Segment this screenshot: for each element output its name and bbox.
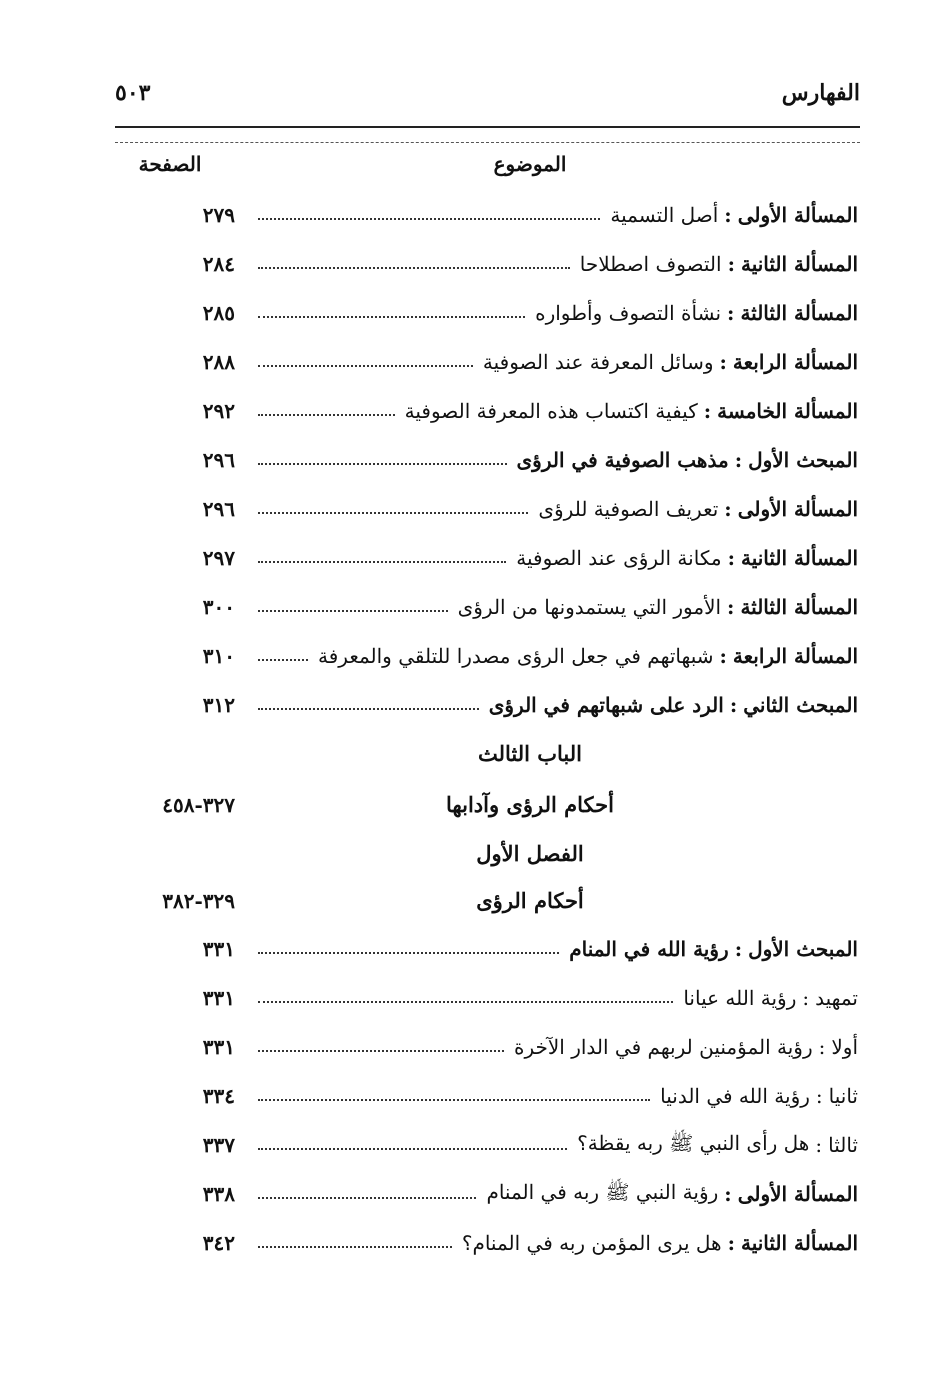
chapter-title-row[interactable] xyxy=(0,881,950,921)
entry-page: ٣٤٢ xyxy=(202,1231,235,1255)
entry-title: الرد على شبهاتهم في الرؤى xyxy=(488,693,724,717)
toc-row[interactable]: المسألة الرابعة : وسائل المعرفة عند الصوفية ٢٨٨ xyxy=(0,342,950,382)
leader-dots xyxy=(258,218,600,220)
entry-page: ٢٨٤ xyxy=(202,252,235,276)
toc-row[interactable]: المسألة الثانية : مكانة الرؤى عند الصوفية ٢٩٧ xyxy=(0,538,950,578)
entry-page: ٣٠٠ xyxy=(202,595,235,619)
leader-dots xyxy=(258,512,528,514)
leader-dots xyxy=(258,610,448,612)
entry-label: المسألة الثالثة xyxy=(740,595,858,619)
part-heading: الباب الثالث xyxy=(477,741,583,766)
entry-label: المسألة الرابعة xyxy=(732,350,858,374)
entry-label: المسألة الرابعة xyxy=(732,644,858,668)
toc-row[interactable]: المبحث الأول : مذهب الصوفية في الرؤى ٢٩٦ xyxy=(0,440,950,480)
leader-dots xyxy=(258,463,507,465)
header-rule xyxy=(115,126,860,128)
entry-title: الأمور التي يستمدونها من الرؤى xyxy=(457,595,722,619)
entry-page: ٢٩٦ xyxy=(202,497,235,521)
entry-title: أصل التسمية xyxy=(610,203,719,227)
toc-row[interactable]: تمهيد : رؤية الله عيانا ٣٣١ xyxy=(0,978,950,1018)
entry-label: ثالثا xyxy=(828,1133,858,1157)
toc-row[interactable]: ثانيا : رؤية الله في الدنيا ٣٣٤ xyxy=(0,1076,950,1116)
leader-dots xyxy=(258,414,395,416)
column-header-topic: الموضوع xyxy=(493,152,567,176)
toc-row[interactable]: المسألة الثالثة : نشأة التصوف وأطواره ٢٨٥ xyxy=(0,293,950,333)
entry-title: كيفية اكتساب هذه المعرفة الصوفية xyxy=(404,399,698,423)
entry-title: التصوف اصطلاحا xyxy=(579,252,722,276)
toc-row[interactable]: المسألة الثالثة : الأمور التي يستمدونها من الرؤى ٣٠٠ xyxy=(0,587,950,627)
entry-title: شبهاتهم في جعل الرؤى مصدرا للتلقي والمعرفة xyxy=(318,644,714,668)
entry-page: ٢٨٥ xyxy=(202,301,235,325)
leader-dots xyxy=(258,952,559,954)
entry-label: المسألة الأولى xyxy=(737,1182,858,1206)
page-header xyxy=(115,80,860,120)
leader-dots xyxy=(258,1246,452,1248)
entry-page: ٣٣١ xyxy=(202,1035,235,1059)
entry-label: تمهيد xyxy=(815,986,858,1010)
leader-dots xyxy=(258,1197,476,1199)
toc-row[interactable]: المسألة الثانية : هل يرى المؤمن ربه في المنام؟ ٣٤٢ xyxy=(0,1223,950,1263)
toc-row[interactable]: المسألة الأولى : تعريف الصوفية للرؤى ٢٩٦ xyxy=(0,489,950,529)
entry-label: المسألة الثانية xyxy=(740,546,858,570)
chapter-heading-row xyxy=(0,834,950,874)
toc-row[interactable]: المسألة الرابعة : شبهاتهم في جعل الرؤى مصدرا للتلقي والمعرفة ٣١٠ xyxy=(0,636,950,676)
leader-dots xyxy=(258,1050,504,1052)
entry-page: ٢٨٨ xyxy=(202,350,235,374)
part-title-row[interactable] xyxy=(0,785,950,825)
entry-title: هل رأى النبي ﷺ ربه يقظة؟ xyxy=(577,1130,810,1155)
chapter-page-range: ٣٢٩-٣٨٢ xyxy=(162,889,235,913)
toc-row[interactable]: المسألة الثانية : التصوف اصطلاحا ٢٨٤ xyxy=(0,244,950,284)
leader-dots xyxy=(258,1099,650,1101)
entry-title: رؤية النبي ﷺ ربه في المنام xyxy=(486,1179,719,1204)
toc-row[interactable]: المسألة الأولى : أصل التسمية ٢٧٩ xyxy=(0,195,950,235)
dashed-divider xyxy=(115,142,860,143)
chapter-title: أحكام الرؤى xyxy=(476,888,584,913)
entry-title: تعريف الصوفية للرؤى xyxy=(538,497,719,521)
entry-page: ٣٣١ xyxy=(202,937,235,961)
entry-page: ٣٣٧ xyxy=(202,1133,235,1157)
entry-label: المبحث الأول xyxy=(748,937,858,961)
leader-dots xyxy=(258,561,506,563)
toc-row[interactable]: المبحث الأول : رؤية الله في المنام ٣٣١ xyxy=(0,929,950,969)
toc-row[interactable]: ثالثا : هل رأى النبي ﷺ ربه يقظة؟ ٣٣٧ xyxy=(0,1125,950,1165)
entry-title: وسائل المعرفة عند الصوفية xyxy=(482,350,714,374)
entry-page: ٢٩٦ xyxy=(202,448,235,472)
leader-dots xyxy=(258,1001,673,1003)
entry-label: ثانيا xyxy=(828,1084,858,1108)
toc-row[interactable]: المسألة الأولى : رؤية النبي ﷺ ربه في المنام ٣٣٨ xyxy=(0,1174,950,1214)
entry-label: المبحث الأول xyxy=(748,448,858,472)
entry-label: المسألة الأولى xyxy=(737,497,858,521)
entry-title: هل يرى المؤمن ربه في المنام؟ xyxy=(461,1231,722,1255)
entry-title: رؤية الله في المنام xyxy=(569,937,729,961)
entry-page: ٣٣٨ xyxy=(202,1182,235,1206)
running-title: الفهارس xyxy=(781,80,860,106)
toc-row[interactable]: أولا : رؤية المؤمنين لربهم في الدار الآخرة ٣٣١ xyxy=(0,1027,950,1067)
leader-dots xyxy=(258,365,473,367)
part-title: أحكام الرؤى وآدابها xyxy=(446,792,614,817)
entry-page: ٣١٠ xyxy=(202,644,235,668)
entry-title: رؤية الله في الدنيا xyxy=(660,1084,810,1108)
entry-title: مذهب الصوفية في الرؤى xyxy=(516,448,729,472)
part-page-range: ٣٢٧-٤٥٨ xyxy=(162,793,235,817)
entry-title: رؤية الله عيانا xyxy=(683,986,797,1010)
entry-page: ٢٩٧ xyxy=(202,546,235,570)
entry-title: نشأة التصوف وأطواره xyxy=(535,301,722,325)
entry-page: ٢٩٢ xyxy=(202,399,235,423)
entry-label: المسألة الثانية xyxy=(740,1231,858,1255)
entry-page: ٢٧٩ xyxy=(202,203,235,227)
entry-label: أولا xyxy=(831,1035,858,1059)
leader-dots xyxy=(258,267,570,269)
leader-dots xyxy=(258,708,479,710)
toc-row[interactable]: المبحث الثاني : الرد على شبهاتهم في الرؤى ٣١٢ xyxy=(0,685,950,725)
toc-row[interactable]: المسألة الخامسة : كيفية اكتساب هذه المعرفة الصوفية ٢٩٢ xyxy=(0,391,950,431)
entry-label: المسألة الأولى xyxy=(737,203,858,227)
entry-label: المسألة الخامسة xyxy=(717,399,858,423)
column-header-page: الصفحة xyxy=(138,152,202,176)
entry-title: رؤية المؤمنين لربهم في الدار الآخرة xyxy=(514,1035,813,1059)
leader-dots xyxy=(258,316,525,318)
entry-page: ٣١٢ xyxy=(202,693,235,717)
entry-label: المسألة الثانية xyxy=(740,252,858,276)
part-heading-row xyxy=(0,734,950,774)
page-number: ٥٠٣ xyxy=(115,80,151,106)
entry-label: المسألة الثالثة xyxy=(740,301,858,325)
chapter-heading: الفصل الأول xyxy=(476,841,584,866)
leader-dots xyxy=(258,659,308,661)
entry-page: ٣٣١ xyxy=(202,986,235,1010)
entry-label: المبحث الثاني xyxy=(743,693,858,717)
entry-page: ٣٣٤ xyxy=(202,1084,235,1108)
leader-dots xyxy=(258,1148,567,1150)
entry-title: مكانة الرؤى عند الصوفية xyxy=(516,546,722,570)
